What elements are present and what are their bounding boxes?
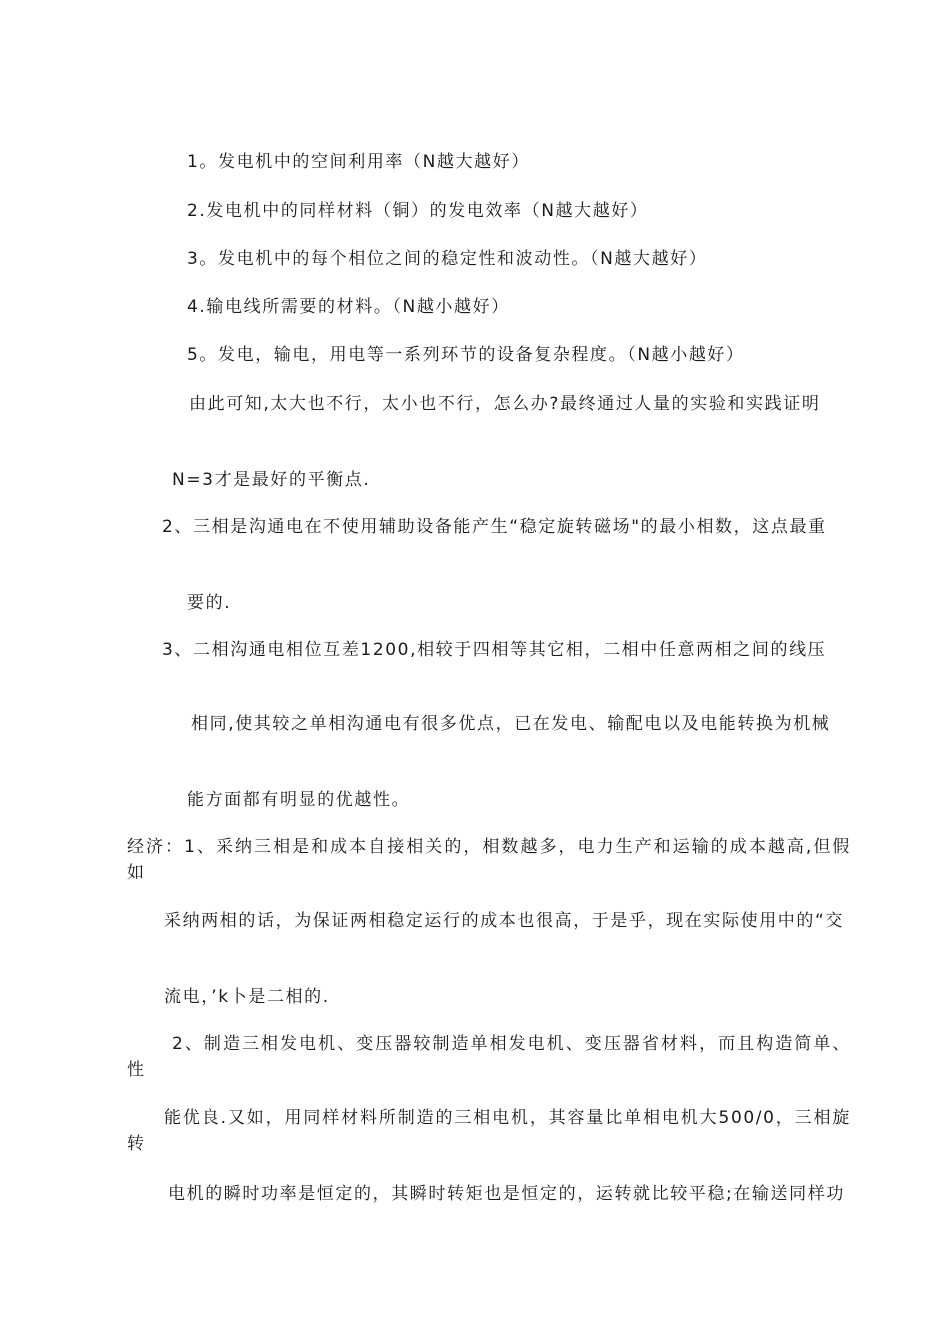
list-item-2: 2.发电机中的同样材料（铜）的发电效率（N越大越好） bbox=[187, 201, 649, 221]
paragraph-economy-2: 2、制造三相发电机、变压器较制造单相发电机、变压器省材料，而且构造简单、性 bbox=[127, 1034, 851, 1080]
paragraph-point-3-end: 能方面都有明显的优越性。 bbox=[187, 790, 411, 810]
paragraph-economy-2-cont: 能优良.又如，用同样材料所制造的三相电机，其容量比单相电机大500/0，三相旋转 bbox=[127, 1108, 851, 1154]
paragraph-conclusion: 由此可知,太大也不行，太小也不行，怎么办?最终通过人量的实验和实践证明 bbox=[189, 394, 821, 414]
paragraph-point-2-cont: 要的. bbox=[187, 593, 232, 613]
paragraph-balance-point: N=3才是最好的平衡点. bbox=[172, 470, 371, 490]
paragraph-point-2: 2、三相是沟通电在不使用辅助设备能产生“稳定旋转磁场"的最小相数，这点最重 bbox=[162, 517, 827, 537]
paragraph-point-3-cont: 相同,使其较之单相沟通电有很多优点，已在发电、输配电以及电能转换为机械 bbox=[191, 714, 831, 734]
paragraph-economy-1-cont: 采纳两相的话，为保证两相稳定运行的成本也很高，于是乎，现在实际使用中的“交 bbox=[164, 911, 845, 931]
paragraph-economy-1-end: 流电，’k卜是二相的. bbox=[164, 987, 330, 1007]
list-item-5: 5。发电，输电，用电等一系列环节的设备复杂程度。（N越小越好） bbox=[187, 345, 745, 365]
paragraph-economy-1: 经济：1、采纳三相是和成本自接相关的，相数越多，电力生产和运输的成本越高,但假如 bbox=[127, 837, 851, 883]
paragraph-point-3: 3、二相沟通电相位互差1200,相较于四相等其它相，二相中任意两相之间的线压 bbox=[162, 640, 827, 660]
list-item-4: 4.输电线所需要的材料。（N越小越好） bbox=[187, 297, 510, 317]
list-item-3: 3。发电机中的每个相位之间的稳定性和波动性。（N越大越好） bbox=[187, 249, 708, 269]
list-item-1: 1。发电机中的空间利用率（N越大越好） bbox=[187, 152, 530, 172]
paragraph-economy-2-end: 电机的瞬时功率是恒定的，其瞬时转矩也是恒定的，运转就比较平稳;在输送同样功 bbox=[168, 1184, 845, 1204]
